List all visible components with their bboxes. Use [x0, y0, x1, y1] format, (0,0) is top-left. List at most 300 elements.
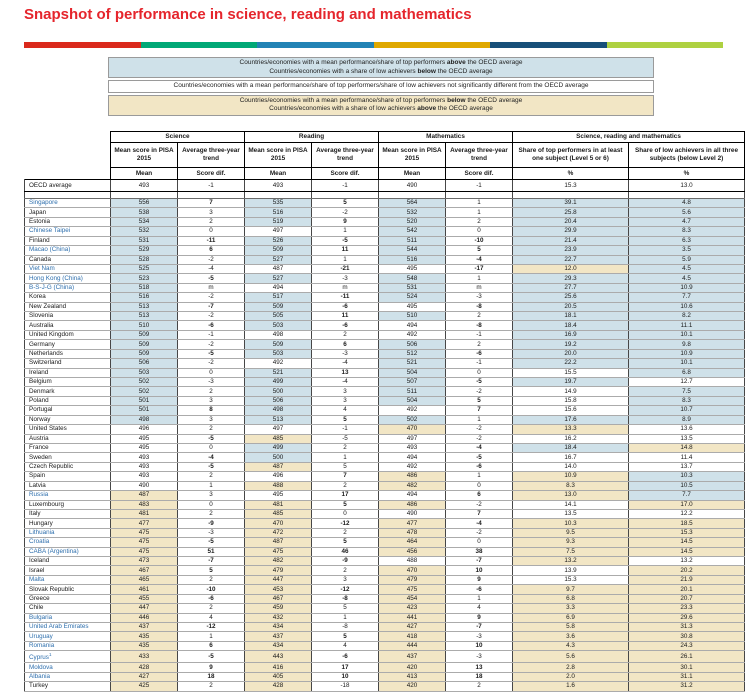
- column-header: Share of low achievers in all three subjects (below Level 2): [629, 143, 745, 168]
- trend-cell: -9: [312, 557, 379, 566]
- value-cell: 432: [245, 613, 312, 622]
- measure-header: Score dif.: [178, 168, 245, 180]
- value-cell: 456: [379, 547, 446, 556]
- value-cell: 511: [379, 236, 446, 245]
- table-row: [25, 575, 745, 584]
- trend-cell: 2: [446, 682, 513, 691]
- trend-cell: 0: [446, 368, 513, 377]
- trend-cell: 46: [312, 547, 379, 556]
- value-cell: 15.8: [513, 396, 629, 405]
- country-name: CABA (Argentina): [25, 547, 111, 556]
- table-row: [25, 594, 745, 603]
- value-cell: 23.3: [629, 604, 745, 613]
- value-cell: 20.0: [513, 349, 629, 358]
- table-row: [25, 462, 745, 471]
- table-row: [25, 283, 745, 292]
- value-cell: 13.5: [629, 434, 745, 443]
- legend: [108, 57, 654, 118]
- value-cell: 535: [245, 199, 312, 208]
- country-name: OECD average: [25, 180, 111, 192]
- country-name: Spain: [25, 472, 111, 481]
- country-name: Hong Kong (China): [25, 274, 111, 283]
- value-cell: 475: [245, 547, 312, 556]
- trend-cell: 2: [178, 217, 245, 226]
- value-cell: 486: [379, 472, 446, 481]
- value-cell: 481: [245, 500, 312, 509]
- value-cell: 418: [379, 632, 446, 641]
- value-cell: 510: [111, 321, 178, 330]
- value-cell: 500: [245, 387, 312, 396]
- value-cell: 447: [111, 604, 178, 613]
- trend-cell: -2: [178, 340, 245, 349]
- value-cell: 487: [245, 462, 312, 471]
- value-cell: 444: [379, 641, 446, 650]
- table-row: [25, 672, 745, 681]
- value-cell: 538: [111, 208, 178, 217]
- value-cell: 527: [245, 255, 312, 264]
- trend-cell: -2: [446, 528, 513, 537]
- country-name: Greece: [25, 594, 111, 603]
- value-cell: 556: [111, 199, 178, 208]
- value-cell: 526: [245, 236, 312, 245]
- table-row: [25, 538, 745, 547]
- value-cell: 503: [245, 321, 312, 330]
- trend-cell: 1: [312, 613, 379, 622]
- value-cell: 14.5: [629, 547, 745, 556]
- value-cell: 7.7: [629, 491, 745, 500]
- table-row: [25, 274, 745, 283]
- value-cell: 10.1: [629, 359, 745, 368]
- value-cell: 10.9: [629, 283, 745, 292]
- trend-cell: 1: [446, 274, 513, 283]
- value-cell: 465: [111, 575, 178, 584]
- value-cell: 499: [245, 378, 312, 387]
- trend-cell: -1: [446, 330, 513, 339]
- trend-cell: -8: [446, 302, 513, 311]
- trend-cell: 1: [446, 208, 513, 217]
- trend-cell: 0: [446, 538, 513, 547]
- country-name: United Arab Emirates: [25, 622, 111, 631]
- value-cell: 492: [379, 330, 446, 339]
- column-header: Share of top performers in at least one subject (Level 5 or 6): [513, 143, 629, 168]
- table-row: [25, 255, 745, 264]
- trend-cell: m: [178, 283, 245, 292]
- value-cell: 13.0: [629, 180, 745, 192]
- trend-cell: -7: [446, 557, 513, 566]
- trend-cell: 0: [446, 481, 513, 490]
- value-cell: 30.1: [629, 663, 745, 672]
- value-cell: 504: [379, 368, 446, 377]
- legend-line: Countries/economies with a mean performance/share of top performers below the OECD average: [239, 96, 523, 104]
- value-cell: 9.5: [513, 528, 629, 537]
- value-cell: 479: [245, 566, 312, 575]
- country-name: Lithuania: [25, 528, 111, 537]
- country-name: Hungary: [25, 519, 111, 528]
- value-cell: 21.4: [513, 236, 629, 245]
- value-cell: 425: [111, 682, 178, 691]
- group-header: Science, reading and mathematics: [513, 132, 745, 143]
- country-name: Germany: [25, 340, 111, 349]
- trend-cell: 2: [312, 566, 379, 575]
- value-cell: 8.3: [629, 227, 745, 236]
- value-cell: 25.6: [513, 293, 629, 302]
- country-name: Switzerland: [25, 359, 111, 368]
- value-cell: 9.8: [629, 340, 745, 349]
- trend-cell: 3: [312, 575, 379, 584]
- trend-cell: 2: [446, 312, 513, 321]
- country-name: Moldova: [25, 663, 111, 672]
- trend-cell: 9: [178, 663, 245, 672]
- value-cell: 498: [111, 415, 178, 424]
- table-row: [25, 604, 745, 613]
- value-cell: 7.5: [513, 547, 629, 556]
- measure-header: Mean: [111, 168, 178, 180]
- country-name: Turkey: [25, 682, 111, 691]
- value-cell: 492: [379, 406, 446, 415]
- table-row: [25, 199, 745, 208]
- trend-cell: 18: [446, 672, 513, 681]
- trend-cell: 7: [178, 199, 245, 208]
- value-cell: 506: [245, 396, 312, 405]
- trend-cell: 5: [312, 632, 379, 641]
- country-name: Austria: [25, 434, 111, 443]
- trend-cell: -4: [446, 443, 513, 452]
- value-cell: 490: [379, 180, 446, 192]
- value-cell: 493: [111, 180, 178, 192]
- value-cell: 6.9: [513, 613, 629, 622]
- trend-cell: -4: [446, 255, 513, 264]
- trend-cell: -4: [178, 453, 245, 462]
- trend-cell: -4: [178, 264, 245, 273]
- trend-cell: 7: [312, 472, 379, 481]
- value-cell: 494: [379, 491, 446, 500]
- value-cell: 20.7: [629, 594, 745, 603]
- trend-cell: 1: [446, 199, 513, 208]
- value-cell: 481: [111, 509, 178, 518]
- trend-cell: -8: [446, 321, 513, 330]
- trend-cell: 1: [446, 415, 513, 424]
- value-cell: 14.8: [629, 443, 745, 452]
- value-cell: 30.8: [629, 632, 745, 641]
- trend-cell: 5: [446, 396, 513, 405]
- table-row: [25, 425, 745, 434]
- value-cell: 22.7: [513, 255, 629, 264]
- value-cell: 502: [379, 415, 446, 424]
- trend-cell: 3: [312, 396, 379, 405]
- table-row: [25, 368, 745, 377]
- country-name: Netherlands: [25, 349, 111, 358]
- value-cell: 482: [379, 481, 446, 490]
- trend-cell: 10: [446, 566, 513, 575]
- column-header: Mean score in PISA 2015: [245, 143, 312, 168]
- value-cell: 490: [111, 481, 178, 490]
- value-cell: 5.8: [513, 622, 629, 631]
- table-row: [25, 472, 745, 481]
- table-row: [25, 453, 745, 462]
- value-cell: 509: [111, 330, 178, 339]
- value-cell: 497: [245, 425, 312, 434]
- measure-header: Score dif.: [446, 168, 513, 180]
- table-row: [25, 227, 745, 236]
- value-cell: 22.2: [513, 359, 629, 368]
- value-cell: 503: [111, 368, 178, 377]
- value-cell: 497: [379, 434, 446, 443]
- value-cell: 3.3: [513, 604, 629, 613]
- value-cell: 8.3: [629, 396, 745, 405]
- trend-cell: -5: [446, 453, 513, 462]
- value-cell: 495: [111, 443, 178, 452]
- value-cell: 39.1: [513, 199, 629, 208]
- value-cell: 13.7: [629, 462, 745, 471]
- group-header: Science: [111, 132, 245, 143]
- value-cell: 25.8: [513, 208, 629, 217]
- trend-cell: 0: [312, 509, 379, 518]
- trend-cell: 17: [312, 663, 379, 672]
- country-name: Estonia: [25, 217, 111, 226]
- country-name: Canada: [25, 255, 111, 264]
- value-cell: 516: [245, 208, 312, 217]
- value-cell: 519: [245, 217, 312, 226]
- value-cell: 544: [379, 246, 446, 255]
- trend-cell: -1: [178, 180, 245, 192]
- trend-cell: -1: [312, 180, 379, 192]
- value-cell: 18.4: [513, 443, 629, 452]
- table-row: [25, 682, 745, 691]
- value-cell: 517: [245, 293, 312, 302]
- value-cell: 13.2: [629, 557, 745, 566]
- trend-cell: 1: [178, 632, 245, 641]
- trend-cell: -6: [446, 462, 513, 471]
- trend-cell: -5: [178, 462, 245, 471]
- country-name: Israel: [25, 566, 111, 575]
- country-name: Bulgaria: [25, 613, 111, 622]
- value-cell: 4.8: [629, 199, 745, 208]
- value-cell: 479: [379, 575, 446, 584]
- table-row: [25, 387, 745, 396]
- trend-cell: 6: [178, 641, 245, 650]
- value-cell: 542: [379, 227, 446, 236]
- value-cell: 501: [111, 396, 178, 405]
- measure-header: %: [629, 168, 745, 180]
- trend-cell: 9: [312, 217, 379, 226]
- value-cell: 10.6: [629, 302, 745, 311]
- table-row: [25, 651, 745, 663]
- value-cell: 467: [111, 566, 178, 575]
- country-name: Romania: [25, 641, 111, 650]
- measure-header: %: [513, 168, 629, 180]
- value-cell: 19.7: [513, 378, 629, 387]
- table-row: [25, 557, 745, 566]
- value-cell: 420: [379, 663, 446, 672]
- value-cell: 12.0: [513, 264, 629, 273]
- country-name: United States: [25, 425, 111, 434]
- value-cell: 16.2: [513, 434, 629, 443]
- trend-cell: 0: [178, 500, 245, 509]
- value-cell: 495: [379, 302, 446, 311]
- trend-cell: 3: [178, 208, 245, 217]
- value-cell: 5.6: [513, 651, 629, 663]
- value-cell: 10.9: [629, 349, 745, 358]
- value-cell: 2.8: [513, 663, 629, 672]
- value-cell: 525: [111, 264, 178, 273]
- country-name: Latvia: [25, 481, 111, 490]
- value-cell: 18.4: [513, 321, 629, 330]
- value-cell: 434: [245, 622, 312, 631]
- table-row: [25, 622, 745, 631]
- value-cell: 443: [245, 651, 312, 663]
- value-cell: 27.7: [513, 283, 629, 292]
- trend-cell: 1: [446, 594, 513, 603]
- trend-cell: 2: [178, 575, 245, 584]
- value-cell: 13.0: [513, 491, 629, 500]
- value-cell: 15.3: [513, 575, 629, 584]
- trend-cell: 10: [312, 672, 379, 681]
- value-cell: 523: [111, 274, 178, 283]
- country-name: Portugal: [25, 406, 111, 415]
- trend-cell: -2: [178, 255, 245, 264]
- value-cell: 470: [245, 519, 312, 528]
- table-row: [25, 312, 745, 321]
- value-cell: 4.5: [629, 264, 745, 273]
- trend-cell: -5: [178, 538, 245, 547]
- value-cell: 16.7: [513, 453, 629, 462]
- trend-cell: 3: [178, 396, 245, 405]
- value-cell: 506: [379, 340, 446, 349]
- trend-cell: -11: [178, 236, 245, 245]
- value-cell: 497: [245, 227, 312, 236]
- trend-cell: -5: [312, 236, 379, 245]
- table-row: [25, 663, 745, 672]
- value-cell: 23.9: [513, 246, 629, 255]
- value-cell: 487: [245, 264, 312, 273]
- value-cell: 487: [111, 491, 178, 500]
- value-cell: 4.7: [629, 217, 745, 226]
- value-cell: 441: [379, 613, 446, 622]
- table-row: [25, 406, 745, 415]
- country-name: Japan: [25, 208, 111, 217]
- value-cell: 494: [379, 321, 446, 330]
- legend-box-white: [108, 80, 654, 93]
- value-cell: 12.2: [629, 509, 745, 518]
- trend-cell: 17: [312, 491, 379, 500]
- value-cell: 13.2: [513, 557, 629, 566]
- trend-cell: -1: [446, 359, 513, 368]
- value-cell: 498: [245, 330, 312, 339]
- value-cell: 29.3: [513, 274, 629, 283]
- value-cell: 496: [245, 472, 312, 481]
- value-cell: 527: [245, 274, 312, 283]
- value-cell: 509: [245, 340, 312, 349]
- value-cell: 18.1: [513, 312, 629, 321]
- value-cell: 521: [379, 359, 446, 368]
- trend-cell: -3: [178, 378, 245, 387]
- value-cell: 1.6: [513, 682, 629, 691]
- value-cell: 15.3: [513, 180, 629, 192]
- trend-cell: 5: [178, 566, 245, 575]
- value-cell: 495: [111, 434, 178, 443]
- trend-cell: -7: [178, 557, 245, 566]
- value-cell: 416: [245, 663, 312, 672]
- country-name: Iceland: [25, 557, 111, 566]
- value-cell: 495: [245, 491, 312, 500]
- table-row: [25, 491, 745, 500]
- value-cell: 493: [245, 180, 312, 192]
- trend-cell: m: [446, 283, 513, 292]
- value-cell: 511: [379, 387, 446, 396]
- value-cell: 6.3: [629, 236, 745, 245]
- trend-cell: 10: [446, 641, 513, 650]
- trend-cell: -4: [312, 359, 379, 368]
- value-cell: 14.0: [513, 462, 629, 471]
- trend-cell: 18: [178, 672, 245, 681]
- country-name: Viet Nam: [25, 264, 111, 273]
- table-row: [25, 396, 745, 405]
- country-name: Slovenia: [25, 312, 111, 321]
- country-name: Slovak Republic: [25, 585, 111, 594]
- country-name: Macao (China): [25, 246, 111, 255]
- value-cell: 504: [379, 396, 446, 405]
- value-cell: 483: [111, 500, 178, 509]
- value-cell: 7.7: [629, 293, 745, 302]
- value-cell: 428: [245, 682, 312, 691]
- table-row: [25, 641, 745, 650]
- value-cell: 21.9: [629, 575, 745, 584]
- value-cell: 524: [379, 293, 446, 302]
- results-table: [24, 131, 745, 692]
- value-cell: 16.9: [513, 330, 629, 339]
- table-row: [25, 236, 745, 245]
- trend-cell: 3: [178, 491, 245, 500]
- value-cell: 5.9: [629, 255, 745, 264]
- table-body: [25, 180, 745, 692]
- table-row: [25, 302, 745, 311]
- country-name: Denmark: [25, 387, 111, 396]
- value-cell: 507: [379, 378, 446, 387]
- group-header: Reading: [245, 132, 379, 143]
- country-name: Croatia: [25, 538, 111, 547]
- value-cell: 5.6: [629, 208, 745, 217]
- value-cell: 477: [111, 519, 178, 528]
- trend-cell: -12: [178, 622, 245, 631]
- trend-cell: -4: [312, 378, 379, 387]
- stripe-segment: [607, 42, 724, 48]
- trend-cell: -10: [178, 585, 245, 594]
- value-cell: 11.1: [629, 321, 745, 330]
- value-cell: 6.8: [513, 594, 629, 603]
- trend-cell: 6: [446, 491, 513, 500]
- value-cell: 31.3: [629, 622, 745, 631]
- table-row: [25, 340, 745, 349]
- value-cell: 500: [245, 453, 312, 462]
- trend-cell: -2: [446, 500, 513, 509]
- table-row: [25, 330, 745, 339]
- trend-cell: -21: [312, 264, 379, 273]
- table-row: [25, 566, 745, 575]
- trend-cell: -5: [312, 434, 379, 443]
- value-cell: 459: [245, 604, 312, 613]
- trend-cell: -2: [178, 293, 245, 302]
- country-name: Australia: [25, 321, 111, 330]
- value-cell: 487: [245, 538, 312, 547]
- value-cell: 4.3: [513, 641, 629, 650]
- table-row: [25, 500, 745, 509]
- value-cell: 8.3: [513, 481, 629, 490]
- trend-cell: 38: [446, 547, 513, 556]
- value-cell: 548: [379, 274, 446, 283]
- value-cell: 485: [245, 509, 312, 518]
- country-name: Cyprus$^1$: [25, 651, 111, 663]
- value-cell: 509: [245, 302, 312, 311]
